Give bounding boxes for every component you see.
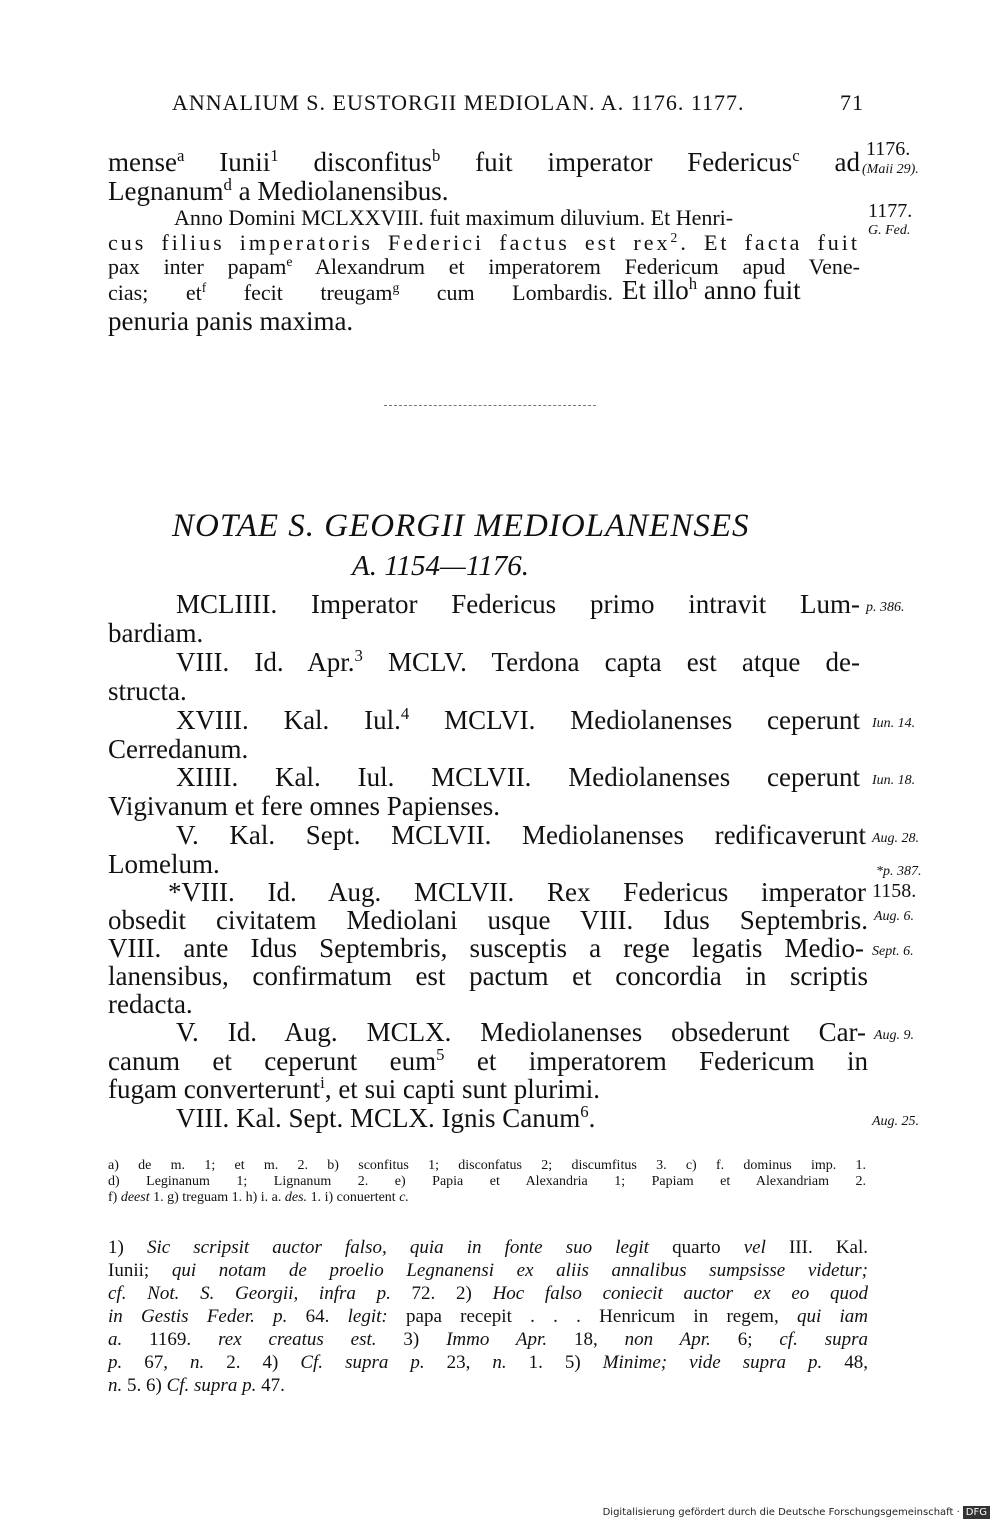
variant-line-3: f) deest 1. g) treguam 1. h) i. a. des. 1. i) conuertent c. bbox=[108, 1190, 409, 1205]
entry-7-line-3: fugam converterunt$^i$, et sui capti sunt plurimi. bbox=[108, 1072, 601, 1104]
footnote-line-5: a. 1169. rex creatus est. 3) Immo Apr. 18, non Apr. 6; cf. supra bbox=[108, 1329, 869, 1350]
prev-line-4: cus filius imperatoris Federici factus est rex$^2$. Et facta fuit bbox=[108, 229, 860, 255]
entry-7-line-1: V. Id. Aug. MCLX. Mediolanenses obsederunt Car- bbox=[176, 1017, 866, 1047]
entry-1-line-1: MCLIIII. Imperator Federicus primo intravit Lum- bbox=[176, 589, 860, 619]
entry-1-margin: p. 386. bbox=[866, 600, 905, 615]
entry-8-line-1: VIII. Kal. Sept. MCLX. Ignis Canum$^6$. bbox=[176, 1101, 596, 1133]
entry-8-margin: Aug. 25. bbox=[872, 1114, 920, 1129]
margin-date-maii: (Maii 29). bbox=[862, 162, 919, 177]
entry-7-margin: Aug. 9. bbox=[874, 1028, 915, 1043]
section-title: NOTAE S. GEORGII MEDIOLANENSES bbox=[172, 508, 750, 544]
margin-year-1176: 1176. bbox=[866, 138, 911, 160]
footnote-line-4: in Gestis Feder. p. 64. legit: papa recepit . . . Henricum in regem, qui iam bbox=[108, 1306, 869, 1327]
entry-6-line-2: obsedit civitatem Mediolani usque VIII. Idus Septembris. bbox=[108, 905, 868, 935]
section-separator bbox=[384, 405, 596, 406]
entry-6-line-5: redacta. bbox=[108, 989, 193, 1019]
prev-line-3: Anno Domini MCLXXVIII. fuit maximum diluvium. Et Henri- bbox=[174, 205, 734, 230]
variant-line-1: a) de m. 1; et m. 2. b) sconfitus 1; disconfatus 2; discumfitus 3. c) f. dominus imp. 1. bbox=[108, 1158, 866, 1173]
prev-line-1: mense$^a$ Iunii$^1$ disconfitus$^b$ fuit imperator Federicus$^c$ ad bbox=[108, 145, 861, 177]
entry-2-line-1: VIII. Id. Apr.$^3$ MCLV. Terdona capta est atque de- bbox=[176, 645, 860, 677]
entry-3-line-1: XVIII. Kal. Iul.$^4$ MCLVI. Mediolanenses ceperunt bbox=[176, 703, 860, 735]
footnote-line-6: p. 67, n. 2. 4) Cf. supra p. 23, n. 1. 5) Minime; vide supra p. 48, bbox=[108, 1352, 869, 1373]
entry-6-line-3: VIII. ante Idus Septembris, susceptis a rege legatis Medio- bbox=[108, 933, 864, 963]
footnote-line-7: n. 5. 6) Cf. supra p. 47. bbox=[108, 1375, 285, 1396]
entry-4-line-2: Vigivanum et fere omnes Papienses. bbox=[108, 791, 501, 821]
entry-6-margin-sept: Sept. 6. bbox=[872, 944, 914, 959]
prev-line-6a: cias; $et^f$ fecit treugam$^g$ cum Lombardis. bbox=[108, 279, 613, 305]
digitization-credit: Digitalisierung gefördert durch die Deutsche Forschungsgemeinschaft · DFG bbox=[603, 1506, 990, 1519]
margin-gfed: G. Fed. bbox=[868, 223, 911, 238]
entry-1-line-2: bardiam. bbox=[108, 618, 204, 648]
dfg-logo: DFG bbox=[963, 1506, 990, 1519]
running-header: ANNALIUM S. EUSTORGII MEDIOLAN. A. 1176. 1177. bbox=[172, 90, 745, 115]
entry-3-margin: Iun. 14. bbox=[872, 716, 916, 731]
entry-6-line-4: lanensibus, confirmatum est pactum et concordia in scriptis bbox=[108, 961, 868, 991]
prev-line-2: Legnanum$^d$ a Mediolanensibus. bbox=[108, 174, 449, 206]
entry-5-line-1: V. Kal. Sept. MCLVII. Mediolanenses redificaverunt bbox=[176, 820, 866, 850]
footnote-line-3: cf. Not. S. Georgii, infra p. 72. 2) Hoc falso coniecit auctor ex eo quod bbox=[108, 1283, 868, 1304]
prev-line-7: penuria panis maxima. bbox=[108, 306, 354, 336]
margin-year-1177: 1177. bbox=[868, 200, 913, 222]
page-number: 71 bbox=[840, 90, 864, 115]
entry-5-margin: Aug. 28. bbox=[872, 831, 920, 846]
entry-5-line-2: Lomelum. bbox=[108, 849, 220, 879]
entry-4-margin: Iun. 18. bbox=[872, 773, 916, 788]
entry-6-margin-page: *p. 387. bbox=[876, 864, 922, 879]
section-subtitle: A. 1154—1176. bbox=[352, 550, 529, 582]
entry-2-line-2: structa. bbox=[108, 676, 187, 706]
footnote-line-1: 1) Sic scripsit auctor falso, quia in fonte suo legit quarto vel III. Kal. bbox=[108, 1237, 868, 1258]
entry-6-margin-aug: Aug. 6. bbox=[874, 909, 915, 924]
footnote-line-2: Iunii; qui notam de proelio Legnanensi ex aliis annalibus sumpsisse videtur; bbox=[108, 1260, 868, 1281]
variant-line-2: d) Leginanum 1; Lignanum 2. e) Papia et Alexandria 1; Papiam et Alexandriam 2. bbox=[108, 1174, 866, 1189]
prev-line-5: pax inter papam$^e$ Alexandrum et imperatorem Federicum apud Vene- bbox=[108, 253, 860, 279]
entry-3-line-2: Cerredanum. bbox=[108, 734, 249, 764]
entry-6-line-1: *VIII. Id. Aug. MCLVII. Rex Federicus imperator bbox=[168, 877, 866, 907]
prev-line-6b: Et illo$^h$ anno fuit bbox=[622, 273, 801, 305]
entry-6-margin-year: 1158. bbox=[872, 880, 917, 902]
entry-7-line-2: canum et ceperunt eum$^5$ et imperatorem Federicum in bbox=[108, 1044, 868, 1076]
entry-4-line-1: XIIII. Kal. Iul. MCLVII. Mediolanenses ceperunt bbox=[176, 762, 860, 792]
